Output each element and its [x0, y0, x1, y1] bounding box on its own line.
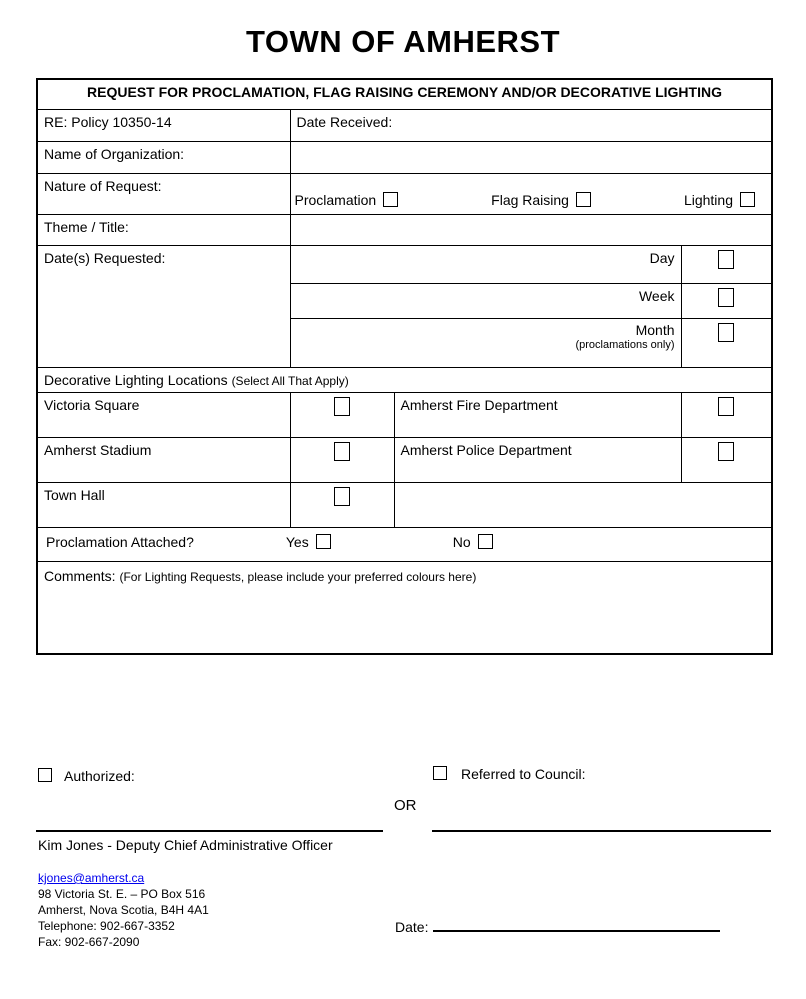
theme-title-value-cell[interactable] — [290, 214, 772, 245]
month-note: (proclamations only) — [575, 338, 675, 351]
date-label: Date: — [395, 919, 429, 935]
no-checkbox[interactable] — [478, 534, 493, 549]
amherst-stadium-checkbox-cell — [290, 437, 394, 482]
organization-value-cell[interactable] — [290, 141, 772, 173]
nature-option-lighting — [684, 192, 755, 208]
comments-label: Comments: — [44, 567, 116, 584]
date-row — [395, 918, 720, 935]
police-department-label: Amherst Police Department — [394, 437, 681, 482]
week-checkbox[interactable] — [718, 288, 734, 307]
town-hall-checkbox[interactable] — [334, 487, 350, 506]
month-checkbox-cell — [681, 318, 772, 367]
authorized-checkbox[interactable] — [38, 768, 52, 782]
signatory-name: Kim Jones - Deputy Chief Administrative Officer — [38, 837, 333, 853]
flag-raising-checkbox[interactable] — [576, 192, 591, 207]
fire-department-checkbox-cell — [681, 392, 772, 437]
date-received-label: Date Received: — [296, 113, 393, 130]
authorized-signature-line[interactable] — [36, 818, 383, 832]
or-text: OR — [394, 797, 417, 814]
yes-checkbox[interactable] — [316, 534, 331, 549]
nature-of-request-label: Nature of Request: — [37, 173, 290, 214]
victoria-square-checkbox-cell — [290, 392, 394, 437]
fax-line: Fax: 902-667-2090 — [38, 935, 140, 949]
day-checkbox-cell — [681, 245, 772, 283]
nature-option-flag-raising — [491, 192, 591, 208]
month-label-cell — [290, 318, 681, 367]
comments-cell[interactable] — [37, 561, 772, 654]
week-label: Week — [638, 287, 675, 304]
referred-to-council-label: Referred to Council: — [461, 766, 586, 782]
day-label: Day — [649, 249, 675, 266]
contact-block — [38, 870, 209, 950]
day-label-cell — [290, 245, 681, 283]
flag-raising-option-label: Flag Raising — [491, 191, 569, 208]
telephone-line: Telephone: 902-667-3352 — [38, 919, 175, 933]
month-label: Month — [635, 321, 675, 338]
lighting-checkbox[interactable] — [740, 192, 755, 207]
date-fill-line[interactable] — [433, 918, 720, 932]
address-line-2: Amherst, Nova Scotia, B4H 4A1 — [38, 903, 209, 917]
police-department-checkbox-cell — [681, 437, 772, 482]
lighting-heading-note: (Select All That Apply) — [231, 373, 349, 388]
nature-options-cell — [290, 173, 772, 214]
email-link[interactable]: kjones@amherst.ca — [38, 871, 145, 885]
week-label-cell — [290, 283, 681, 318]
amherst-stadium-checkbox[interactable] — [334, 442, 350, 461]
lighting-locations-heading — [37, 367, 772, 392]
town-hall-empty-cell — [394, 482, 772, 527]
lighting-option-label: Lighting — [683, 191, 733, 208]
dates-requested-label: Date(s) Requested: — [37, 245, 290, 367]
yes-label: Yes — [285, 533, 309, 550]
no-label: No — [452, 533, 471, 550]
fire-department-checkbox[interactable] — [718, 397, 734, 416]
form-header: REQUEST FOR PROCLAMATION, FLAG RAISING CEREMONY AND/OR DECORATIVE LIGHTING — [37, 79, 772, 109]
nature-option-proclamation — [295, 192, 399, 208]
proclamation-attached-row — [37, 527, 772, 561]
victoria-square-label: Victoria Square — [37, 392, 290, 437]
page-title: TOWN OF AMHERST — [245, 24, 561, 59]
theme-title-label: Theme / Title: — [37, 214, 290, 245]
town-hall-checkbox-cell — [290, 482, 394, 527]
no-option — [453, 534, 493, 550]
amherst-stadium-label: Amherst Stadium — [37, 437, 290, 482]
referred-to-council-checkbox[interactable] — [433, 766, 447, 780]
date-received-cell[interactable] — [290, 109, 772, 141]
comments-note: (For Lighting Requests, please include your preferred colours here) — [119, 569, 477, 584]
address-line-1: 98 Victoria St. E. – PO Box 516 — [38, 887, 206, 901]
proclamation-checkbox[interactable] — [383, 192, 398, 207]
yes-option — [286, 534, 331, 550]
week-checkbox-cell — [681, 283, 772, 318]
day-checkbox[interactable] — [718, 250, 734, 269]
policy-ref-label: RE: Policy 10350-14 — [37, 109, 290, 141]
police-department-checkbox[interactable] — [718, 442, 734, 461]
lighting-heading-text: Decorative Lighting Locations — [44, 371, 228, 388]
authorized-label: Authorized: — [64, 768, 135, 784]
proclamation-option-label: Proclamation — [294, 191, 377, 208]
month-checkbox[interactable] — [718, 323, 734, 342]
town-hall-label: Town Hall — [37, 482, 290, 527]
request-form-table — [36, 78, 773, 655]
referred-signature-line[interactable] — [432, 818, 771, 832]
organization-label: Name of Organization: — [37, 141, 290, 173]
fire-department-label: Amherst Fire Department — [394, 392, 681, 437]
proclamation-attached-label: Proclamation Attached? — [46, 533, 194, 550]
victoria-square-checkbox[interactable] — [334, 397, 350, 416]
